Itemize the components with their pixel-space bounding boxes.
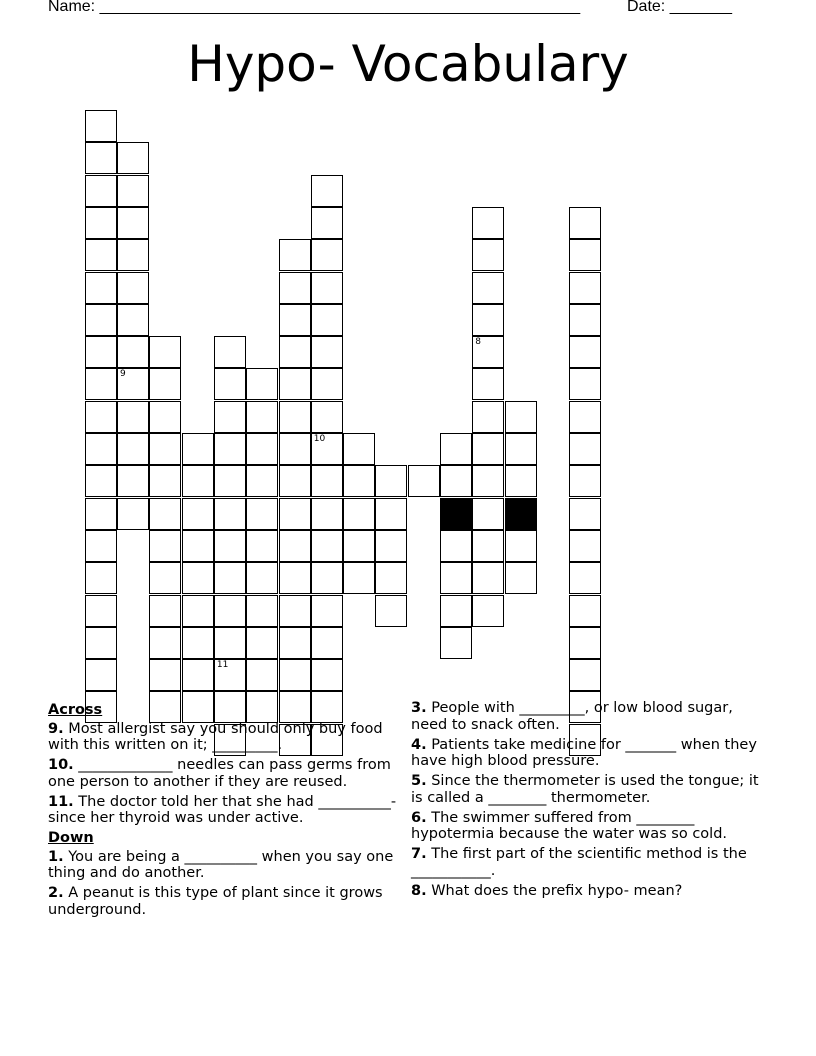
crossword-cell[interactable] [311, 595, 343, 627]
crossword-cell[interactable] [117, 336, 149, 368]
crossword-cell[interactable] [149, 336, 181, 368]
clue-text: Since the thermometer is used the tongue; it is called a ________ thermometer. [411, 773, 759, 806]
clue-down-5 [411, 773, 761, 806]
crossword-cell[interactable] [214, 465, 246, 497]
crossword-cell[interactable] [85, 562, 117, 594]
crossword-cell[interactable] [214, 401, 246, 433]
date-field-label: Date: _______ [627, 0, 732, 15]
crossword-cell[interactable] [149, 627, 181, 659]
crossword-cell[interactable] [182, 562, 214, 594]
crossword-cell[interactable] [472, 304, 504, 336]
clues-left-column [48, 700, 403, 922]
page-title: Hypo- Vocabulary [187, 35, 629, 93]
crossword-cell[interactable] [214, 595, 246, 627]
crossword-cell[interactable] [85, 336, 117, 368]
crossword-cell[interactable] [343, 562, 375, 594]
crossword-cell[interactable] [311, 304, 343, 336]
clue-number: 2. [48, 885, 64, 901]
crossword-cell[interactable] [246, 498, 278, 530]
crossword-cell[interactable] [279, 336, 311, 368]
crossword-cell[interactable] [85, 595, 117, 627]
clue-text: You are being a __________ when you say one thing and do another. [48, 848, 394, 881]
crossword-cell[interactable] [279, 498, 311, 530]
crossword-cell[interactable] [279, 239, 311, 271]
crossword-cell[interactable] [472, 433, 504, 465]
crossword-cell[interactable] [569, 595, 601, 627]
crossword-cell[interactable] [311, 336, 343, 368]
crossword-cell[interactable] [472, 530, 504, 562]
crossword-cell[interactable] [182, 433, 214, 465]
crossword-cell[interactable] [569, 336, 601, 368]
crossword-cell[interactable] [472, 336, 504, 368]
clue-down-1 [48, 849, 403, 882]
crossword-cell[interactable] [311, 659, 343, 691]
clue-down-3 [411, 700, 761, 733]
clue-text: What does the prefix hypo- mean? [431, 882, 683, 899]
crossword-cell[interactable] [569, 368, 601, 400]
crossword-cell[interactable] [85, 498, 117, 530]
crossword-cell[interactable] [311, 401, 343, 433]
crossword-cell[interactable] [85, 465, 117, 497]
crossword-cell[interactable] [182, 530, 214, 562]
crossword-cell[interactable] [246, 595, 278, 627]
crossword-cell[interactable] [569, 498, 601, 530]
clue-across-10 [48, 757, 403, 790]
crossword-cell[interactable] [569, 465, 601, 497]
clue-number-label: 9 [120, 369, 126, 380]
clue-number: 8. [411, 882, 427, 899]
crossword-cell[interactable] [279, 272, 311, 304]
crossword-cell[interactable] [149, 595, 181, 627]
crossword-cell[interactable] [311, 498, 343, 530]
crossword-cell[interactable] [85, 368, 117, 400]
clue-text: The swimmer suffered from ________ hypotermia because the water was so cold. [411, 809, 728, 842]
crossword-cell[interactable] [472, 239, 504, 271]
clue-number: 5. [411, 773, 427, 789]
crossword-cell[interactable] [246, 659, 278, 691]
clue-number: 7. [411, 846, 427, 862]
crossword-cell[interactable] [472, 595, 504, 627]
crossword-cell[interactable] [246, 562, 278, 594]
down-heading: Down [48, 830, 94, 846]
crossword-cell[interactable] [246, 465, 278, 497]
crossword-cell[interactable] [149, 498, 181, 530]
crossword-cell[interactable] [505, 465, 537, 497]
crossword-cell[interactable] [85, 142, 117, 174]
crossword-cell[interactable] [569, 401, 601, 433]
crossword-cell[interactable] [279, 627, 311, 659]
crossword-cell[interactable] [440, 530, 472, 562]
crossword-cell[interactable] [214, 627, 246, 659]
crossword-cell[interactable] [214, 368, 246, 400]
crossword-cell[interactable] [472, 272, 504, 304]
crossword-cell[interactable] [182, 595, 214, 627]
clue-number: 6. [411, 809, 427, 826]
crossword-cell[interactable] [472, 368, 504, 400]
clue-number: 3. [411, 700, 427, 716]
crossword-cell[interactable] [85, 627, 117, 659]
crossword-cell[interactable] [246, 530, 278, 562]
crossword-cell[interactable] [311, 562, 343, 594]
crossword-cell[interactable] [85, 272, 117, 304]
crossword-cell[interactable] [472, 562, 504, 594]
crossword-cell[interactable] [214, 659, 246, 691]
crossword-cell[interactable] [279, 401, 311, 433]
crossword-cell[interactable] [569, 272, 601, 304]
crossword-cell[interactable] [569, 207, 601, 239]
crossword-cell[interactable] [117, 498, 149, 530]
crossword-cell[interactable] [117, 207, 149, 239]
crossword-cell[interactable] [472, 207, 504, 239]
crossword-cell[interactable] [182, 627, 214, 659]
crossword-cell[interactable] [85, 207, 117, 239]
crossword-cell[interactable] [279, 433, 311, 465]
crossword-cell[interactable] [472, 465, 504, 497]
crossword-cell[interactable] [214, 530, 246, 562]
crossword-cell[interactable] [311, 175, 343, 207]
crossword-cell[interactable] [343, 498, 375, 530]
clue-down-6 [411, 810, 761, 843]
crossword-cell[interactable] [472, 498, 504, 530]
crossword-cell[interactable] [440, 595, 472, 627]
clue-number-label: 10 [313, 434, 326, 444]
crossword-cell[interactable] [246, 627, 278, 659]
crossword-cell[interactable] [214, 433, 246, 465]
crossword-block [505, 498, 537, 530]
clue-down-8 [411, 883, 761, 900]
crossword-cell[interactable] [375, 465, 407, 497]
crossword-cell[interactable] [85, 433, 117, 465]
crossword-cell[interactable] [149, 465, 181, 497]
crossword-cell[interactable] [246, 433, 278, 465]
crossword-cell[interactable] [440, 627, 472, 659]
name-field-label: Name: ______________________________________________________ [48, 0, 581, 15]
crossword-cell[interactable] [117, 142, 149, 174]
clue-text: A peanut is this type of plant since it grows underground. [48, 885, 383, 918]
crossword-cell[interactable] [440, 465, 472, 497]
crossword-cell[interactable] [279, 562, 311, 594]
crossword-cell[interactable] [375, 498, 407, 530]
crossword-cell[interactable] [85, 659, 117, 691]
crossword-cell[interactable] [311, 433, 343, 465]
crossword-cell[interactable] [279, 530, 311, 562]
crossword-cell[interactable] [311, 627, 343, 659]
crossword-cell[interactable] [85, 175, 117, 207]
crossword-cell[interactable] [505, 433, 537, 465]
crossword-cell[interactable] [311, 368, 343, 400]
clue-across-11 [48, 794, 403, 827]
crossword-cell[interactable] [375, 562, 407, 594]
crossword-cell[interactable] [569, 627, 601, 659]
clue-down-4 [411, 737, 761, 770]
crossword-cell[interactable] [85, 304, 117, 336]
clue-down-2 [48, 885, 403, 918]
crossword-cell[interactable] [182, 465, 214, 497]
crossword-cell[interactable] [343, 433, 375, 465]
clue-number: 9. [48, 720, 64, 737]
crossword-cell[interactable] [149, 368, 181, 400]
crossword-cell[interactable] [85, 239, 117, 271]
across-heading: Across [48, 702, 103, 718]
crossword-cell[interactable] [117, 304, 149, 336]
crossword-cell[interactable] [505, 401, 537, 433]
crossword-cell[interactable] [182, 659, 214, 691]
crossword-cell[interactable] [343, 465, 375, 497]
crossword-cell[interactable] [149, 433, 181, 465]
crossword-cell[interactable] [246, 401, 278, 433]
clue-text: Patients take medicine for _______ when they have high blood pressure. [411, 736, 757, 769]
crossword-cell[interactable] [569, 562, 601, 594]
crossword-cell[interactable] [117, 368, 149, 400]
crossword-cell[interactable] [117, 401, 149, 433]
crossword-cell[interactable] [117, 433, 149, 465]
crossword-cell[interactable] [182, 498, 214, 530]
crossword-cell[interactable] [375, 530, 407, 562]
crossword-cell[interactable] [85, 401, 117, 433]
clue-number-label: 8 [475, 337, 482, 348]
clue-down-7 [411, 846, 761, 879]
clue-number: 4. [411, 736, 427, 753]
crossword-cell[interactable] [279, 368, 311, 400]
crossword-cell[interactable] [149, 401, 181, 433]
crossword-cell[interactable] [214, 562, 246, 594]
crossword-cell[interactable] [117, 239, 149, 271]
crossword-cell[interactable] [311, 207, 343, 239]
crossword-cell[interactable] [149, 562, 181, 594]
crossword-cell[interactable] [311, 272, 343, 304]
crossword-cell[interactable] [214, 498, 246, 530]
clue-text: People with _________, or low blood sugar, need to snack often. [411, 700, 733, 733]
crossword-cell[interactable] [279, 595, 311, 627]
clue-number-label: 11 [216, 660, 229, 671]
crossword-cell[interactable] [440, 562, 472, 594]
crossword-cell[interactable] [569, 659, 601, 691]
crossword-cell[interactable] [311, 530, 343, 562]
crossword-cell[interactable] [246, 368, 278, 400]
clue-text: _____________ needles can pass germs from one person to another if they are reused. [48, 757, 391, 790]
clue-number: 1. [48, 848, 64, 865]
crossword-cell[interactable] [569, 304, 601, 336]
crossword-cell[interactable] [149, 659, 181, 691]
crossword-cell[interactable] [505, 530, 537, 562]
clue-text: Most allergist say you should only buy food with this written on it; _________. [48, 720, 383, 753]
clues-right-column [411, 700, 761, 903]
crossword-cell[interactable] [311, 239, 343, 271]
crossword-cell[interactable] [505, 562, 537, 594]
crossword-cell[interactable] [214, 336, 246, 368]
crossword-cell[interactable] [85, 110, 117, 142]
crossword-cell[interactable] [85, 530, 117, 562]
crossword-cell[interactable] [117, 272, 149, 304]
crossword-cell[interactable] [279, 465, 311, 497]
crossword-cell[interactable] [375, 595, 407, 627]
crossword-cell[interactable] [149, 530, 181, 562]
crossword-cell[interactable] [279, 659, 311, 691]
crossword-cell[interactable] [569, 530, 601, 562]
clue-number: 11. [48, 793, 74, 810]
clue-text: The first part of the scientific method is the ___________. [411, 846, 747, 879]
crossword-cell[interactable] [569, 433, 601, 465]
clue-text: The doctor told her that she had __________- since her thyroid was under active. [48, 793, 397, 826]
crossword-cell[interactable] [279, 304, 311, 336]
crossword-cell[interactable] [343, 530, 375, 562]
crossword-cell[interactable] [472, 401, 504, 433]
clue-number: 10. [48, 757, 74, 773]
crossword-cell[interactable] [408, 465, 440, 497]
crossword-cell[interactable] [117, 175, 149, 207]
crossword-cell[interactable] [440, 433, 472, 465]
clue-across-9 [48, 721, 403, 754]
crossword-cell[interactable] [311, 465, 343, 497]
crossword-cell[interactable] [569, 239, 601, 271]
crossword-block [440, 498, 472, 530]
crossword-cell[interactable] [117, 465, 149, 497]
